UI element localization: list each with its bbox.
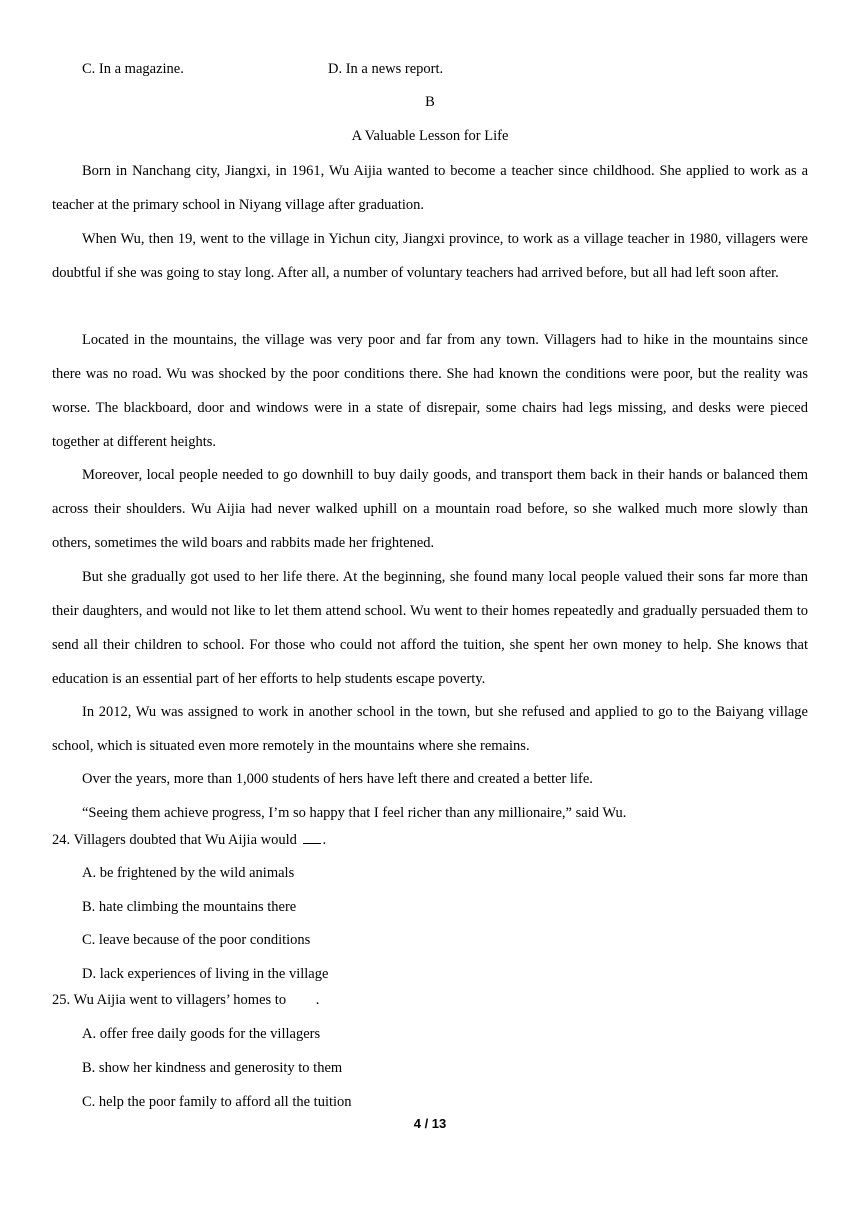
question-25-option-b: B. show her kindness and generosity to them <box>82 1060 343 1076</box>
question-24-option-a: A. be frightened by the wild animals <box>82 865 295 881</box>
question-25-option-a: A. offer free daily goods for the villagers <box>82 1026 321 1042</box>
question-25-text: 25. Wu Aijia went to villagers’ homes to <box>52 992 287 1008</box>
question-25-end: . <box>315 992 320 1008</box>
paragraph-8: “Seeing them achieve progress, I’m so happy that I feel richer than any millionaire,” said Wu. <box>82 805 627 821</box>
paragraph-4: Moreover, local people needed to go downhill to buy daily goods, and transport them back in their hands or balanced them across their shoulders. Wu Aijia had never walked uphill on a mountain road before, so she walked much more slowly than others, sometimes the wild boars and rabbits made her frightened. <box>52 467 808 551</box>
question-25-option-c: C. help the poor family to afford all the tuition <box>82 1094 352 1110</box>
question-25-stem <box>52 992 319 1009</box>
answer-blank <box>292 992 314 1004</box>
paragraph-3: Located in the mountains, the village was very poor and far from any town. Villagers had to hike in the mountains since there was no road. Wu was shocked by the poor conditions there. She had known the conditions were poor, but the reality was worse. The blackboard, door and windows were in a state of disrepair, some chairs had legs missing, and desks were pieced together at different heights. <box>52 332 808 450</box>
paragraph-5: But she gradually got used to her life there. At the beginning, she found many local people valued their sons far more than their daughters, and would not like to let them attend school. Wu went to their homes repeatedly and gradually persuaded them to send all their children to school. For those who could not afford the tuition, she spent her own money to help. She knows that education is an essential part of her efforts to help students escape poverty. <box>52 569 808 687</box>
question-24-text: 24. Villagers doubted that Wu Aijia would <box>52 832 297 848</box>
question-24-stem <box>52 831 326 849</box>
question-24-option-c: C. leave because of the poor conditions <box>82 932 311 948</box>
paragraph-6: In 2012, Wu was assigned to work in another school in the town, but she refused and applied to go to the Baiyang village school, which is situated even more remotely in the mountains where she remains. <box>52 704 808 754</box>
paragraph-7: Over the years, more than 1,000 students of hers have left there and created a better life. <box>82 771 593 787</box>
option-d: D. In a news report. <box>328 61 444 77</box>
question-24-end: . <box>322 832 327 848</box>
question-24-option-d: D. lack experiences of living in the village <box>82 966 329 982</box>
page-number: 4 / 13 <box>413 1116 447 1131</box>
section-letter: B <box>425 94 435 110</box>
option-c: C. In a magazine. <box>82 61 184 77</box>
question-24-option-b: B. hate climbing the mountains there <box>82 899 297 915</box>
paragraph-1: Born in Nanchang city, Jiangxi, in 1961, Wu Aijia wanted to become a teacher since childhood. She applied to work as a teacher at the primary school in Niyang village after graduation. <box>52 163 808 213</box>
answer-blank <box>303 831 321 844</box>
passage-title: A Valuable Lesson for Life <box>351 128 509 144</box>
paragraph-2: When Wu, then 19, went to the village in Yichun city, Jiangxi province, to work as a village teacher in 1980, villagers were doubtful if she was going to stay long. After all, a number of voluntary teachers had arrived before, but all had left soon after. <box>52 231 808 281</box>
